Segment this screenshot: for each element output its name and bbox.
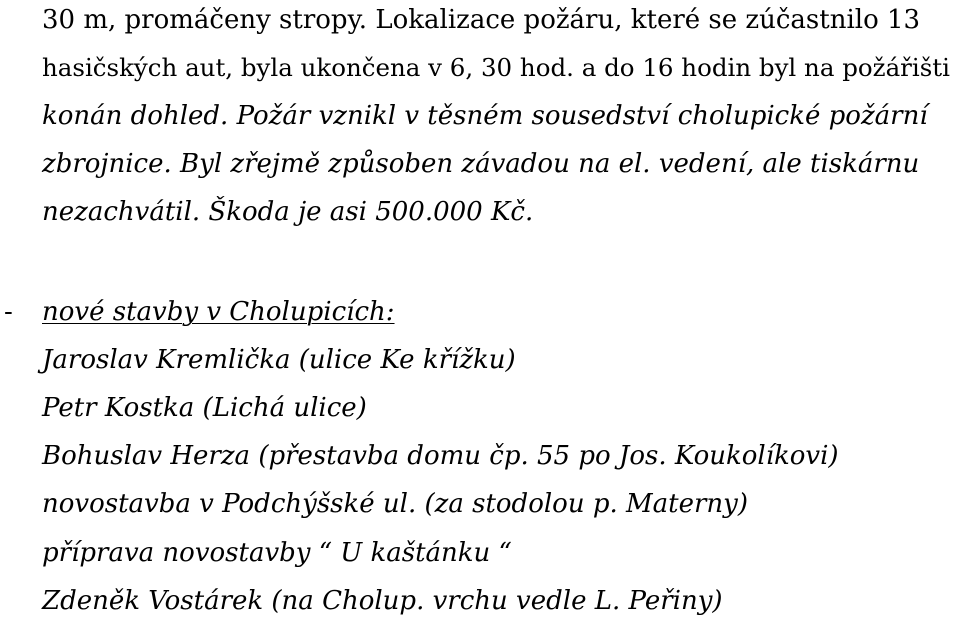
paragraph-line-3: konán dohled. Požár vznikl v těsném sousedství cholupické požární (42, 101, 928, 131)
list-item: Bohuslav Herza (přestavba domu čp. 55 po Jos. Koukolíkovi) (42, 441, 839, 471)
paragraph-line-2: hasičských aut, byla ukončena v 6, 30 hod. a do 16 hodin byl na požářišti (42, 53, 950, 82)
paragraph-line-1: 30 m, promáčeny stropy. Lokalizace požáru, které se zúčastnilo 13 (42, 5, 921, 35)
paragraph-line-5: nezachvátil. Škoda je asi 500.000 Kč. (42, 197, 534, 227)
paragraph-line-4: zbrojnice. Byl zřejmě způsoben závadou na el. vedení, ale tiskárnu (42, 149, 920, 179)
list-item: Petr Kostka (Lichá ulice) (42, 393, 367, 423)
list-bullet: - (4, 297, 13, 327)
section-heading: nové stavby v Cholupicích: (42, 297, 395, 327)
list-item: příprava novostavby “ U kaštánku “ (42, 538, 512, 568)
list-item: Zdeněk Vostárek (na Cholup. vrchu vedle L. Peřiny) (42, 586, 723, 616)
list-item: novostavba v Podchýšské ul. (za stodolou p. Materny) (42, 489, 748, 519)
list-item: Jaroslav Kremlička (ulice Ke křížku) (42, 345, 516, 375)
